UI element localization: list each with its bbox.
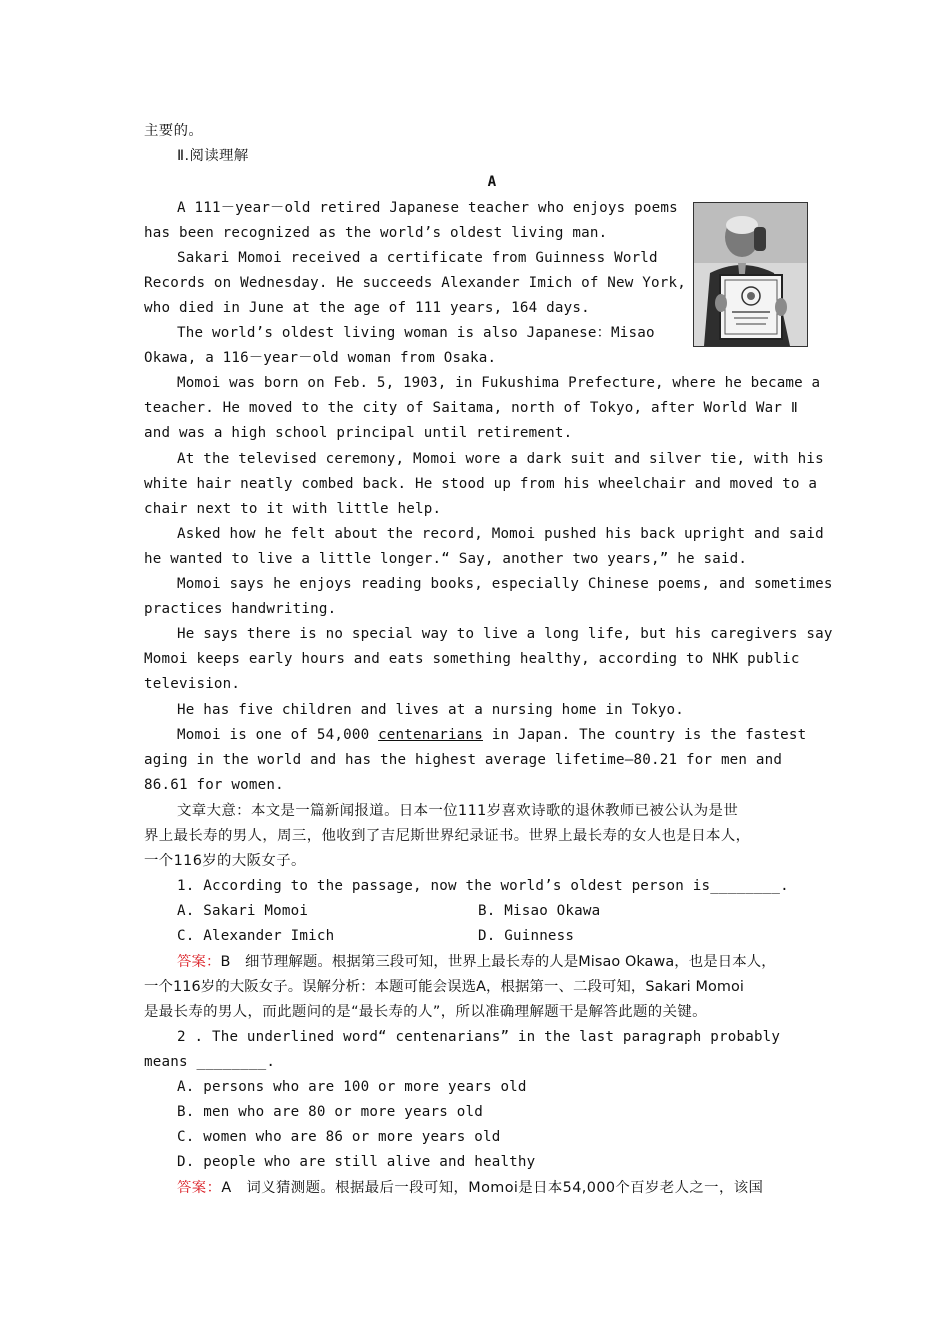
passage-line: The world’s oldest living woman is also Japanese：Misao: [177, 325, 655, 341]
question-1-option-c: C. Alexander Imich: [177, 928, 335, 944]
question-2-option-b: B. men who are 80 or more years old: [177, 1104, 483, 1120]
passage-line: Asked how he felt about the record, Momoi pushed his back upright and said: [177, 526, 824, 542]
question-1-stem: 1. According to the passage, now the world’s oldest person is________.: [177, 878, 789, 894]
question-2-option-a: A. persons who are 100 or more years old: [177, 1079, 527, 1095]
passage-line: chair next to it with little help.: [144, 501, 442, 517]
passage-line: who died in June at the age of 111 years, 164 days.: [144, 300, 590, 316]
passage-text: in Japan. The country is the fastest: [482, 727, 807, 743]
question-1-answer-line: 是最长寿的男人，而此题问的是“最长寿的人”，所以准确理解题干是解答此题的关键。: [144, 1004, 707, 1020]
answer-label: 答案：: [177, 1180, 222, 1196]
question-2-option-d: D. people who are still alive and healthy: [177, 1154, 536, 1170]
passage-line: At the televised ceremony, Momoi wore a dark suit and silver tie, with his: [177, 451, 824, 467]
passage-line: white hair neatly combed back. He stood up from his wheelchair and moved to a: [144, 476, 818, 492]
passage-line: Sakari Momoi received a certificate from Guinness World: [177, 250, 658, 266]
underlined-word-centenarians: centenarians: [378, 727, 483, 743]
passage-line: he wanted to live a little longer.“ Say, another two years,” he said.: [144, 551, 748, 567]
passage-line: Momoi was born on Feb. 5, 1903, in Fukushima Prefecture, where he became a: [177, 375, 821, 391]
passage-line: He says there is no special way to live a long life, but his caregivers say: [177, 626, 833, 642]
passage-text: Momoi is one of 54,000: [177, 727, 379, 743]
passage-line: 86.61 for women.: [144, 777, 284, 793]
summary-line: 文章大意：本文是一篇新闻报道。日本一位111岁喜欢诗歌的退休教师已被公认为是世: [177, 803, 739, 819]
question-2-stem: 2 . The underlined word“ centenarians” in the last paragraph probably: [177, 1029, 781, 1045]
passage-line-with-underline: [177, 723, 841, 748]
passage-line: Momoi says he enjoys reading books, especially Chinese poems, and sometimes: [177, 576, 833, 592]
question-2-answer: [177, 1176, 841, 1201]
passage-line: and was a high school principal until retirement.: [144, 425, 573, 441]
passage-line: Records on Wednesday. He succeeds Alexander Imich of New York,: [144, 275, 686, 291]
answer-label: 答案：: [177, 954, 221, 970]
passage-line: Okawa, a 116－year－old woman from Osaka.: [144, 350, 497, 366]
question-1-answer-line: 一个116岁的大阪女子。误解分析：本题可能会误选A，根据第一、二段可知，Sakari Momoi: [144, 979, 744, 995]
passage-line: has been recognized as the world’s oldest living man.: [144, 225, 608, 241]
question-2-stem-line: means ________.: [144, 1054, 276, 1070]
passage-line: teacher. He moved to the city of Saitama, north of Tokyo, after World War Ⅱ: [144, 400, 799, 416]
question-1-option-a: A. Sakari Momoi: [177, 903, 309, 919]
question-1-option-b: B. Misao Okawa: [478, 903, 601, 919]
passage-line: A 111－year－old retired Japanese teacher who enjoys poems: [177, 200, 678, 216]
passage-line: aging in the world and has the highest average lifetime—80.21 for men and: [144, 752, 783, 768]
question-1-option-d: D. Guinness: [478, 928, 575, 944]
passage-line: Momoi keeps early hours and eats something healthy, according to NHK public: [144, 651, 800, 667]
header-fragment: 主要的。: [144, 123, 204, 139]
passage-line: television.: [144, 676, 241, 692]
answer-text: B 细节理解题。根据第三段可知，世界上最长寿的人是Misao Okawa，也是日本人，: [220, 954, 776, 970]
summary-line: 界上最长寿的男人，周三，他收到了吉尼斯世界纪录证书。世界上最长寿的女人也是日本人，: [144, 828, 751, 844]
section-title: Ⅱ.阅读理解: [177, 148, 249, 164]
question-1-answer: [177, 950, 841, 975]
answer-text: A 词义猜测题。根据最后一段可知，Momoi是日本54,000个百岁老人之一，该国: [221, 1180, 764, 1196]
question-2-option-c: C. women who are 86 or more years old: [177, 1129, 501, 1145]
passage-line: practices handwriting.: [144, 601, 337, 617]
passage-line: He has five children and lives at a nursing home in Tokyo.: [177, 702, 685, 718]
passage-letter: A: [487, 174, 497, 190]
summary-line: 一个116岁的大阪女子。: [144, 853, 306, 869]
